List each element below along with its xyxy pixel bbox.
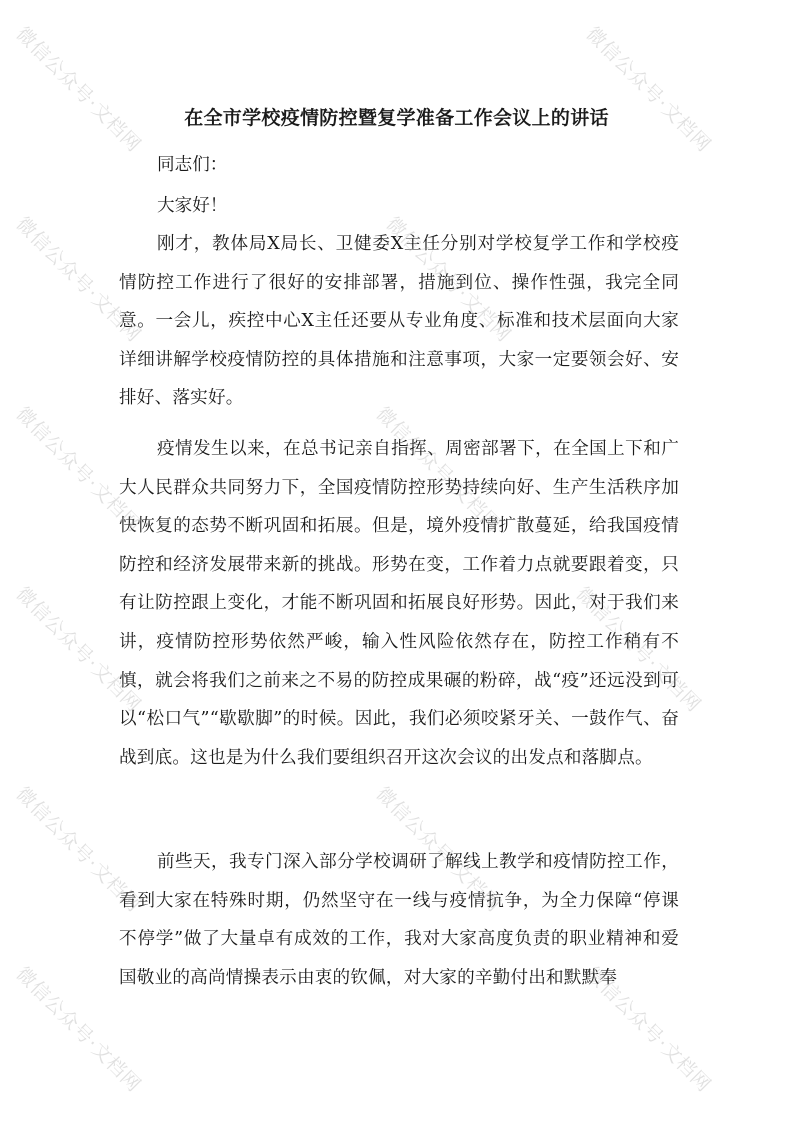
watermark-text: 微信公众号·文档网: [11, 962, 146, 1097]
watermark-text: 微信公众号·文档网: [581, 22, 716, 157]
watermark-text: 微信公众号·文档网: [11, 212, 146, 347]
paragraph-2: 疫情发生以来，在总书记亲自指挥、周密部署下，在全国上下和广大人民群众共同努力下，全国疫情防控形势持续向好、生产生活秩序加快恢复的态势不断巩固和拓展。但是，境外疫情扩散蔓延，给我国疫情防控和经济发展带来新的挑战。形势在变，工作着力点就要跟着变，只有让防控跟上变化，才能不断巩固和拓展良好形势。因此，对于我们来讲，疫情防控形势依然严峻，输入性风险依然存在，防控工作稍有不慎，就会将我们之前来之不易的防控成果碾的粉碎，战“疫”还远没到可以“松口气”“歇歇脚”的时候。因此，我们必须咬紧牙关、一鼓作气、奋战到底。这也是为什么我们要组织召开这次会议的出发点和落脚点。: [119, 439, 679, 768]
watermark-text: 微信公众号·文档网: [11, 582, 146, 717]
watermark-text: 微信公众号·文档网: [11, 782, 146, 917]
watermark-text: 微信公众号·文档网: [381, 212, 516, 347]
watermark-text: 微信公众号·文档网: [571, 582, 706, 717]
watermark-text: 微信公众号·文档网: [581, 962, 716, 1097]
watermark-text: 微信公众号·文档网: [11, 22, 146, 157]
greeting-colleagues: 同志们：: [157, 155, 228, 175]
paragraph-1: 刚才，教体局X局长、卫健委X主任分别对学校复学工作和学校疫情防控工作进行了很好的安排部署，措施到位、操作性强，我完全同意。一会儿，疾控中心X主任还要从专业角度、标准和技术层面向大家详细讲解学校疫情防控的具体措施和注意事项，大家一定要领会好、安排好、落实好。: [119, 234, 679, 409]
paragraph-3: 前些天，我专门深入部分学校调研了解线上教学和疫情防控工作，看到大家在特殊时期，仍然坚守在一线与疫情抗争，为全力保障“停课不停学”做了大量卓有成效的工作，我对大家高度负责的职业精神和爱国敬业的高尚情操表示由衷的钦佩，对大家的辛勤付出和默默奉: [119, 852, 679, 988]
page-title: 在全市学校疫情防控暨复学准备工作会议上的讲话: [184, 107, 609, 129]
watermark-text: 微信公众号·文档网: [371, 402, 506, 537]
watermark-text: 微信公众号·文档网: [371, 782, 506, 917]
greeting-hello: 大家好！: [157, 196, 228, 216]
watermark-text: 微信公众号·文档网: [11, 402, 146, 537]
